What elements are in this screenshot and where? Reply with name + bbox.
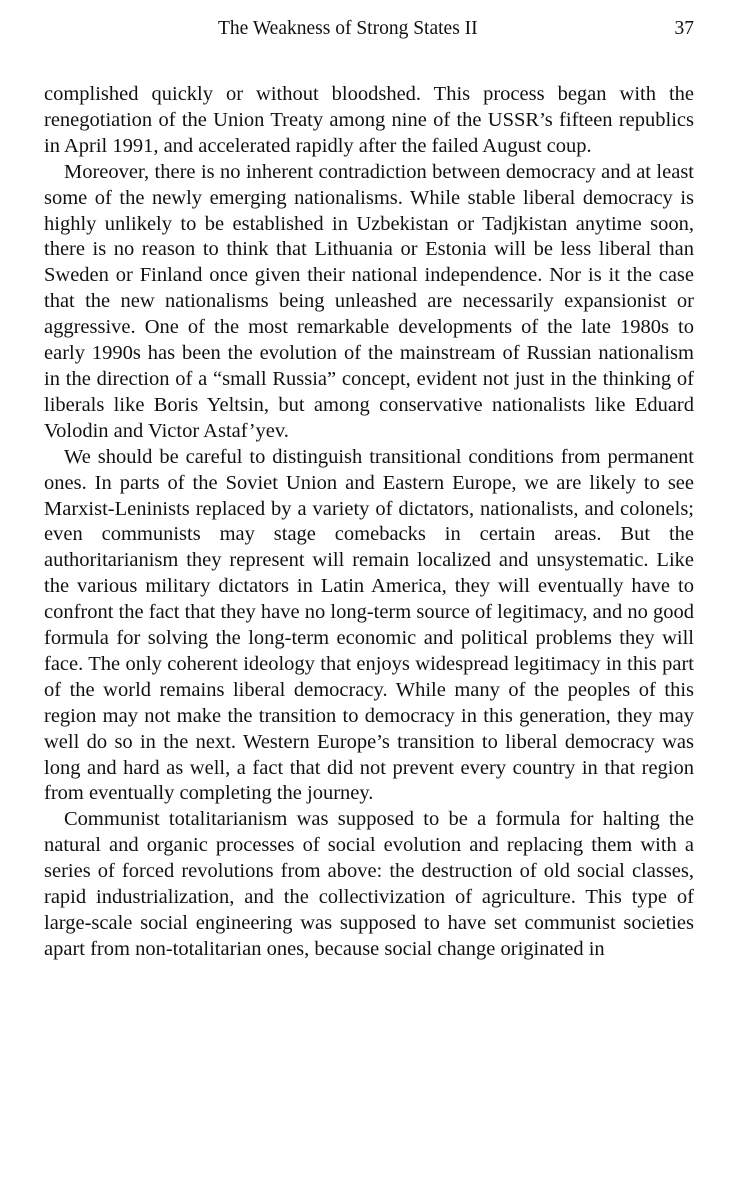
running-head <box>44 14 694 44</box>
paragraph: We should be careful to distinguish transitional conditions from permanent ones. In parts of the Soviet Union and Eastern Europe, we are likely to see Marxist-Leninists replaced by a variety of dictators, nationalists, and colonels; even communists may stage comebacks in certain areas. But the authoritarianism they represent will remain localized and unsystematic. Like the various military dictators in Latin America, they will eventually have to confront the fact that they have no long-term source of legitimacy, and no good formula for solving the long-term economic and political problems they will face. The only coherent ideology that enjoys widespread legitimacy in this part of the world remains liberal democracy. While many of the peoples of this region may not make the transition to democracy in this generation, they may well do so in the next. Western Europe’s transition to liberal democracy was long and hard as well, a fact that did not prevent every country in that region from eventually completing the journey. <box>44 445 694 805</box>
paragraph: Moreover, there is no inherent contradiction between democracy and at least some of the newly emerging nationalisms. While stable liberal democracy is highly unlikely to be established in Uzbekistan or Tadjkistan anytime soon, there is no reason to think that Lithuania or Estonia will be less liberal than Sweden or Finland once given their national independence. Nor is it the case that the new nationalisms being unleashed are necessarily expansionist or aggressive. One of the most remarkable developments of the late 1980s to early 1990s has been the evolution of the mainstream of Russian nationalism in the direction of a “small Russia” concept, evident not just in the thinking of liberals like Boris Yeltsin, but among conservative nationalists like Eduard Volodin and Victor Astaf’yev. <box>44 160 694 442</box>
paragraph-continued: complished quickly or without bloodshed. This process began with the renegotiation of the Union Treaty among nine of the USSR’s fifteen republics in April 1991, and accelerated rapidly after the failed August coup. <box>44 83 694 157</box>
running-title: The Weakness of Strong States II <box>218 18 478 39</box>
body-text <box>44 82 694 963</box>
paragraph: Communist totalitarianism was supposed to be a formula for halting the natural and organic processes of social evolution and replacing them with a series of forced revolutions from above: the destruction of old social classes, rapid industrialization, and the collectivization of agriculture. This type of large-scale social engineering was supposed to have set communist societies apart from non-totalitarian ones, because social change originated in <box>44 808 694 960</box>
page-number: 37 <box>674 18 694 39</box>
book-page <box>44 0 694 1183</box>
